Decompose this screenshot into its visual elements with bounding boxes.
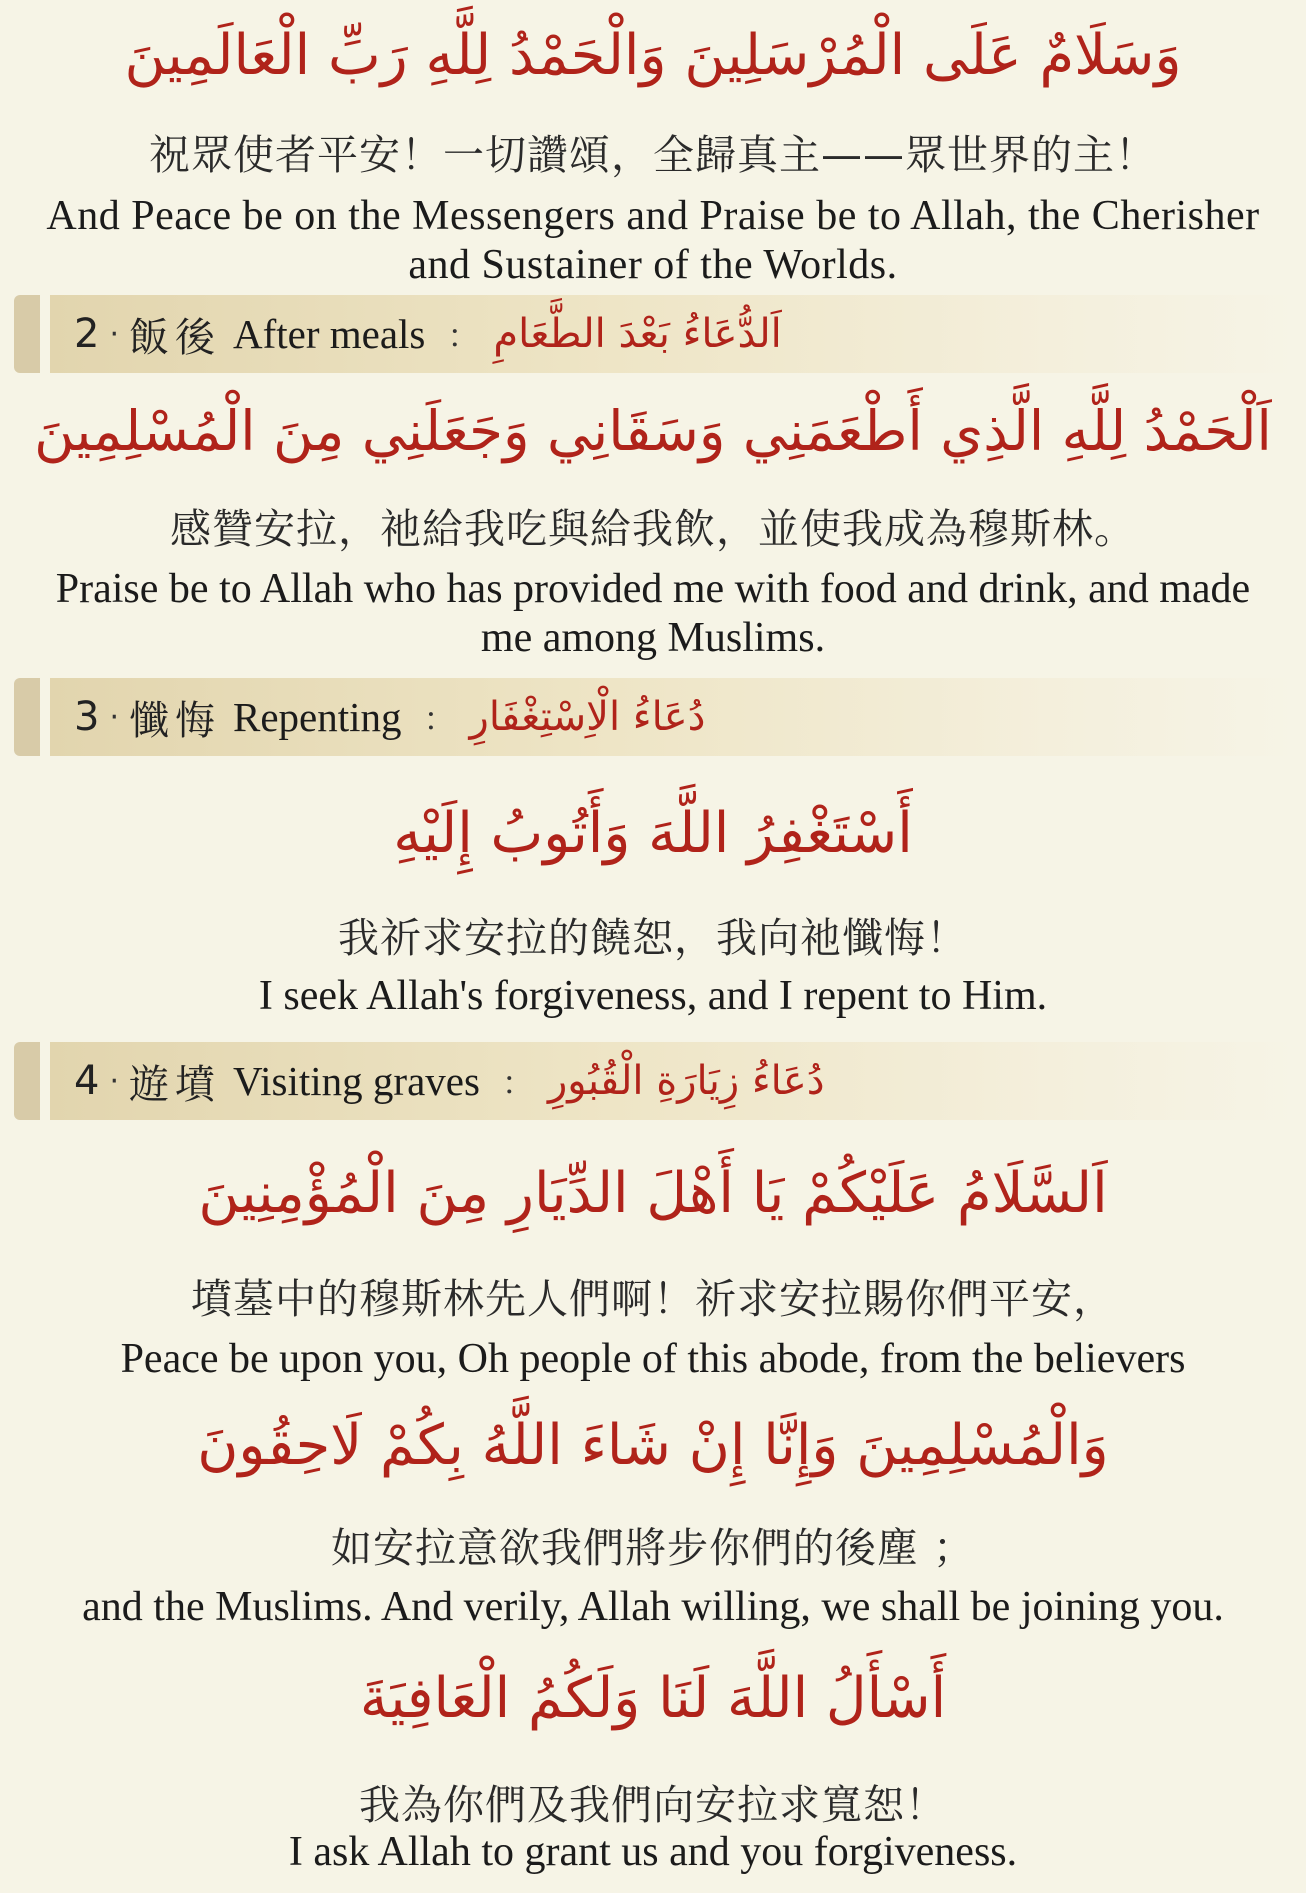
section-header-repenting bbox=[14, 678, 1300, 756]
section-header-visiting-graves bbox=[14, 1042, 1300, 1120]
graves-arabic-3: أَسْأَلُ اللَّهَ لَنَا وَلَكُمُ الْعَافِيَةَ bbox=[359, 1666, 947, 1731]
section-title-english: Visiting graves bbox=[233, 1058, 480, 1104]
section-number: 3 bbox=[74, 694, 100, 740]
graves-arabic-1: اَلسَّلَامُ عَلَيْكُمْ يَا أَهْلَ الدِّيَارِ مِنَ الْمُؤْمِنِينَ bbox=[198, 1161, 1108, 1226]
graves-english-3: I ask Allah to grant us and you forgiveness. bbox=[288, 1829, 1018, 1875]
after-meals-chinese: 感贊安拉，祂給我吃與給我飲，並使我成為穆斯林。 bbox=[170, 505, 1136, 553]
separator-dot: · bbox=[109, 1063, 119, 1099]
section-header-after-meals bbox=[14, 295, 1300, 373]
section-title-chinese: 遊墳 bbox=[129, 1061, 221, 1108]
colon: ： bbox=[447, 317, 480, 355]
header-label bbox=[74, 295, 782, 373]
intro-chinese: 祝眾使者平安！一切讚頌，全歸真主——眾世界的主！ bbox=[149, 131, 1157, 179]
after-meals-arabic: اَلْحَمْدُ لِلَّهِ الَّذِي أَطْعَمَنِي وَسَقَانِي وَجَعَلَنِي مِنَ الْمُسْلِمِينَ bbox=[34, 399, 1272, 463]
graves-chinese-3: 我為你們及我們向安拉求寬恕！ bbox=[359, 1781, 947, 1829]
repenting-english: I seek Allah's forgiveness, and I repent to Him. bbox=[258, 973, 1048, 1019]
colon: ： bbox=[501, 1064, 534, 1102]
section-title-chinese: 飯後 bbox=[129, 314, 221, 361]
intro-english: And Peace be on the Messengers and Praise be to Allah, the Cherisher and Sustainer of the Worlds. bbox=[46, 193, 1260, 288]
graves-chinese-1: 墳墓中的穆斯林先人們啊！祈求安拉賜你們平安， bbox=[191, 1275, 1115, 1323]
header-label bbox=[74, 1042, 825, 1120]
after-meals-english: Praise be to Allah who has provided me with food and drink, and made me among Muslims. bbox=[55, 566, 1251, 661]
section-title-arabic: اَلدُّعَاءُ بَعْدَ الطَّعَامِ bbox=[493, 311, 782, 357]
colon: ： bbox=[423, 700, 456, 738]
separator-dot: · bbox=[109, 699, 119, 735]
graves-english-2: and the Muslims. And verily, Allah willing, we shall be joining you. bbox=[82, 1584, 1224, 1630]
section-number: 2 bbox=[74, 311, 100, 357]
graves-chinese-2: 如安拉意欲我們將步你們的後塵 ； bbox=[330, 1524, 976, 1572]
header-tab bbox=[14, 678, 40, 756]
graves-arabic-2: وَالْمُسْلِمِينَ وَإِنَّا إِنْ شَاءَ اللَّهُ بِكُمْ لَاحِقُونَ bbox=[197, 1413, 1109, 1478]
header-label bbox=[74, 678, 705, 756]
repenting-arabic: أَسْتَغْفِرُ اللَّهَ وَأَتُوبُ إِلَيْهِ bbox=[393, 801, 913, 866]
header-tab bbox=[14, 1042, 40, 1120]
separator-dot: · bbox=[109, 316, 119, 352]
repenting-chinese: 我祈求安拉的饒恕，我向祂懺悔！ bbox=[338, 914, 968, 962]
section-title-chinese: 懺悔 bbox=[129, 697, 221, 744]
graves-english-1: Peace be upon you, Oh people of this abode, from the believers bbox=[120, 1336, 1186, 1382]
section-title-arabic: دُعَاءُ زِيَارَةِ الْقُبُورِ bbox=[547, 1058, 825, 1104]
intro-arabic: وَسَلَامٌ عَلَى الْمُرْسَلِينَ وَالْحَمْدُ لِلَّهِ رَبِّ الْعَالَمِينَ bbox=[124, 23, 1182, 88]
section-number: 4 bbox=[74, 1058, 100, 1104]
section-title-arabic: دُعَاءُ الْاِسْتِغْفَارِ bbox=[469, 694, 706, 740]
section-title-english: After meals bbox=[233, 311, 426, 357]
section-title-english: Repenting bbox=[233, 694, 402, 740]
header-tab bbox=[14, 295, 40, 373]
